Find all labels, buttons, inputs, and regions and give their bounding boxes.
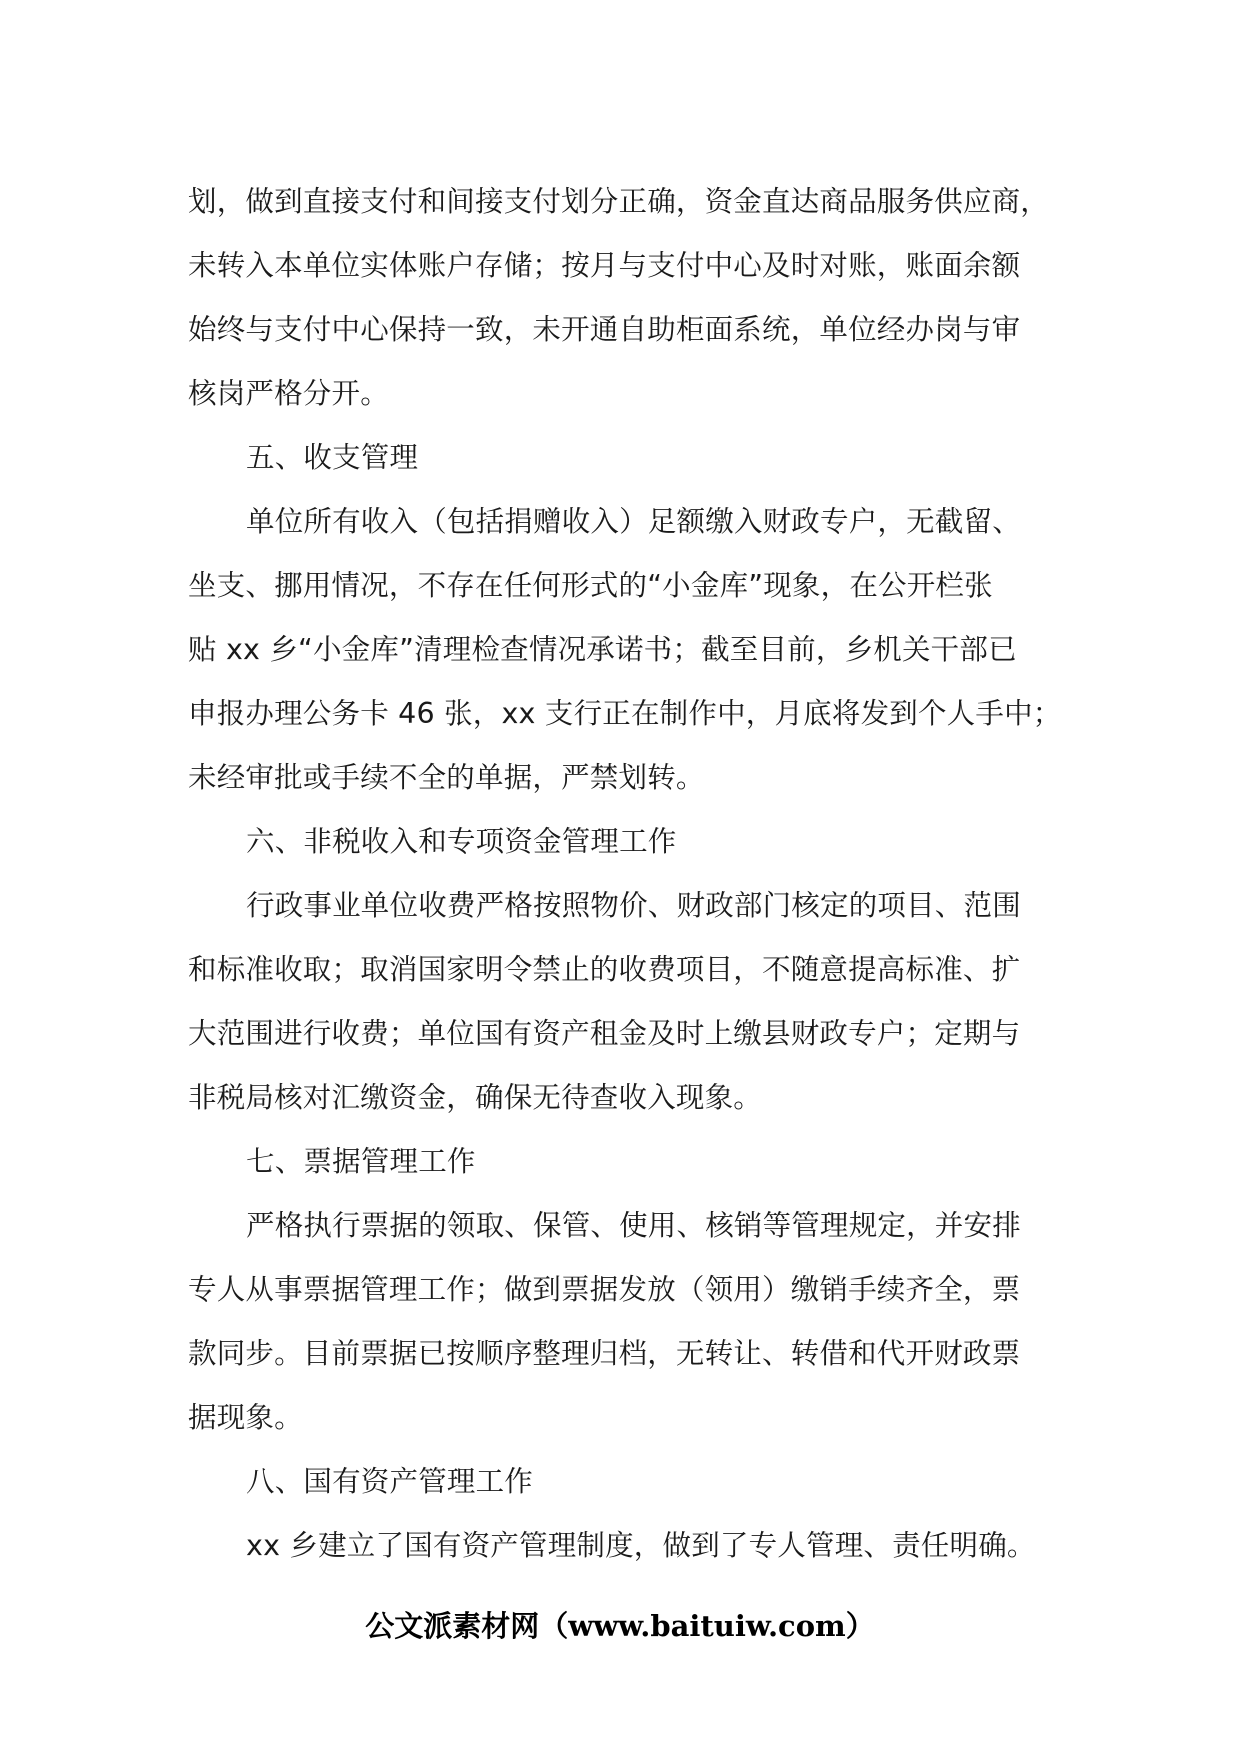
section-heading: 七、票据管理工作 [246, 1145, 476, 1178]
text-line: 严格执行票据的领取、保管、使用、核销等管理规定，并安排 [246, 1209, 1021, 1242]
text-line: 未经审批或手续不全的单据，严禁划转。 [188, 761, 705, 794]
section-heading: 六、非税收入和专项资金管理工作 [246, 825, 677, 858]
text-line: 核岗严格分开。 [188, 377, 389, 410]
text-line: 非税局核对汇缴资金，确保无待查收入现象。 [188, 1081, 763, 1114]
section-heading: 八、国有资产管理工作 [246, 1465, 534, 1498]
section-heading: 五、收支管理 [246, 441, 419, 474]
text-line: 申报办理公务卡 46 张，xx 支行正在制作中，月底将发到个人手中； [188, 697, 1062, 730]
text-line: 单位所有收入（包括捐赠收入）足额缴入财政专户，无截留、 [246, 505, 1021, 538]
text-line: 据现象。 [188, 1401, 303, 1434]
text-line: xx 乡建立了国有资产管理制度，做到了专人管理、责任明确。 [246, 1529, 1036, 1562]
text-line: 划，做到直接支付和间接支付划分正确，资金直达商品服务供应商， [188, 185, 1050, 218]
text-line: 和标准收取；取消国家明令禁止的收费项目，不随意提高标准、扩 [188, 953, 1021, 986]
text-line: 行政事业单位收费严格按照物价、财政部门核定的项目、范围 [246, 889, 1021, 922]
text-line: 贴 xx 乡“小金库”清理检查情况承诺书；截至目前，乡机关干部已 [188, 633, 1017, 666]
text-line: 未转入本单位实体账户存储；按月与支付中心及时对账，账面余额 [188, 249, 1021, 282]
text-line: 大范围进行收费；单位国有资产租金及时上缴县财政专户；定期与 [188, 1017, 1021, 1050]
text-line: 始终与支付中心保持一致，未开通自助柜面系统，单位经办岗与审 [188, 313, 1021, 346]
text-line: 款同步。目前票据已按顺序整理归档，无转让、转借和代开财政票 [188, 1337, 1021, 1370]
text-line: 专人从事票据管理工作；做到票据发放（领用）缴销手续齐全，票 [188, 1273, 1021, 1306]
footer-watermark: 公文派素材网（www.baituiw.com） [365, 1609, 875, 1643]
document-body [188, 170, 1062, 1578]
text-line: 坐支、挪用情况，不存在任何形式的“小金库”现象，在公开栏张 [188, 569, 993, 602]
